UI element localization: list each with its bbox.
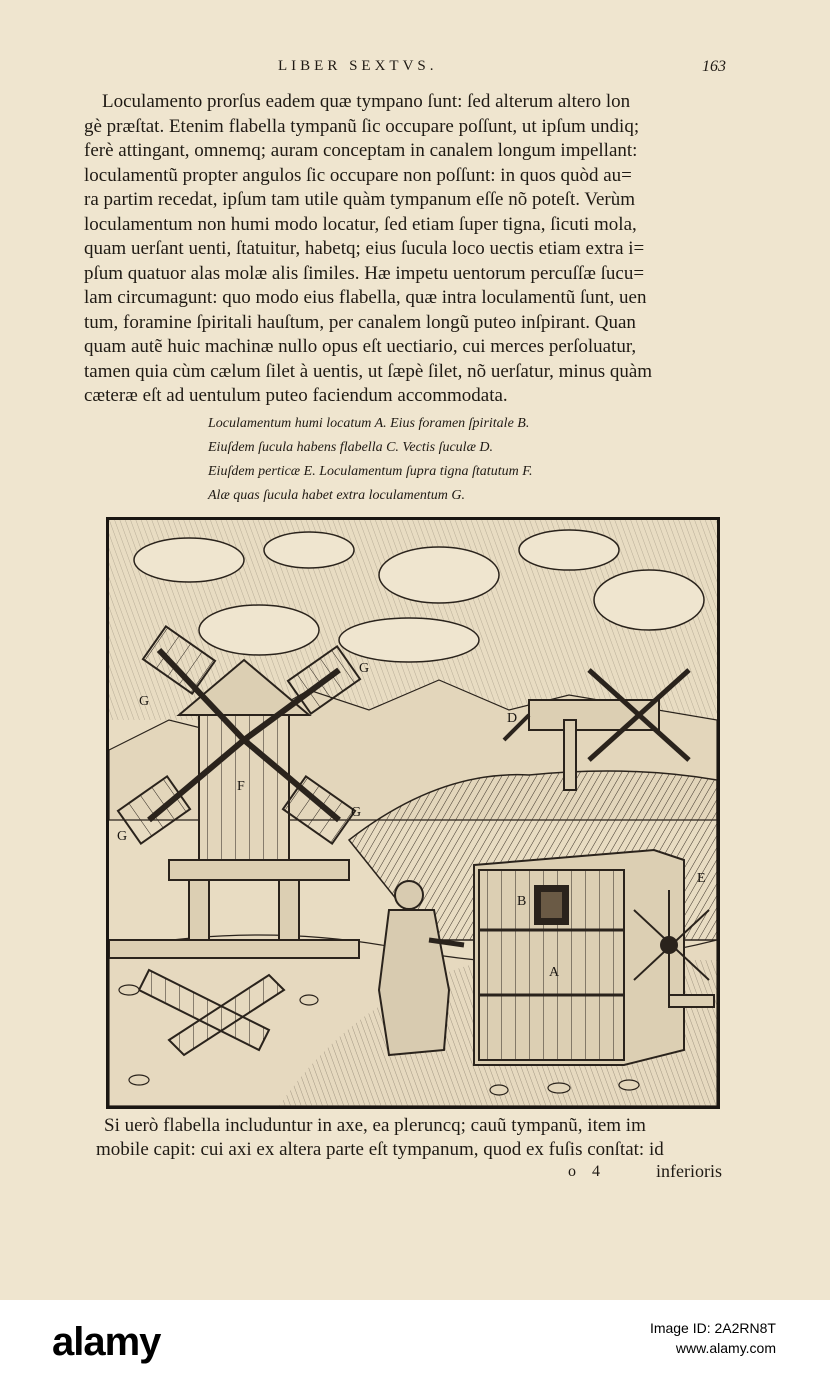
bench — [669, 995, 714, 1007]
text-line: cæteræ eſt ad uentulum puteo faciendum accommodata. — [84, 385, 508, 406]
figure-label-g2: G — [359, 661, 370, 676]
legend-line: Eiuſdem perticæ E. Loculamentum ſupra tigna ſtatutum F. — [208, 464, 533, 479]
figure-label-g3: G — [117, 829, 128, 844]
text-line: mobile capit: cui axi ex altera parte eſt tympanum, quod ex fuſis conſtat: id — [96, 1139, 664, 1160]
figure-label-g1: G — [139, 694, 150, 709]
text-line: pſum quatuor alas molæ alis ſimiles. Hæ impetu uentorum percuſſæ ſucu= — [84, 262, 645, 284]
figure-label-f: F — [237, 779, 245, 794]
woodcut-illustration — [106, 517, 720, 1109]
page-number: 163 — [702, 58, 726, 75]
figure-label-d: D — [507, 711, 518, 726]
signature-mark: o 4 — [568, 1163, 606, 1180]
figure-label-e: E — [697, 871, 706, 886]
figure-label-a: A — [549, 965, 560, 980]
text-line: loculamentum non humi modo locatur, ſed etiam ſuper tigna, ſicuti mola, — [84, 213, 637, 235]
continuation-paragraph — [96, 1114, 746, 1162]
figure-label-b: B — [517, 894, 527, 909]
text-line: tum, foramine ſpiritali hauſtum, per canalem longũ puteo inſpirant. Quan — [84, 311, 636, 333]
text-line: Si uerò flabella includuntur in axe, ea pleruncq; cauũ tympanũ, item im — [104, 1115, 646, 1136]
running-head — [0, 58, 830, 88]
woodcut-drawing — [109, 520, 717, 1106]
figure-label-g4: G — [351, 805, 362, 820]
text-line: ra partim recedat, ipſum tam utile quàm tympanum eſſe nõ poteſt. Verùm — [84, 189, 636, 210]
text-line: loculamentũ propter angulos ſic occupare non poſſunt: in quos quòd au= — [84, 164, 632, 186]
stock-banner — [0, 1300, 830, 1390]
alamy-logo: alamy — [52, 1320, 161, 1364]
running-title: LIBER SEXTVS. — [278, 58, 438, 74]
loculamentum-box-a — [474, 850, 684, 1065]
text-line: lam circumagunt: quo modo eius flabella, quæ intra loculamentũ ſunt, uen — [84, 287, 647, 308]
image-id: Image ID: 2A2RN8T — [649, 1320, 776, 1336]
image-id-block — [650, 1318, 776, 1358]
text-line: quam uerſant uenti, ſtatuitur, habetq; eius ſucula loco uectis etiam extra i= — [84, 238, 645, 259]
text-line: tamen quia cùm cælum ſilet à uentis, ut ſæpè ſilet, nõ uerſatur, minus quàm — [84, 360, 653, 382]
legend-line: Loculamentum humi locatum A. Eius foramen ſpiritale B. — [208, 416, 530, 431]
catchword: inferioris — [656, 1161, 722, 1181]
body-paragraph — [84, 90, 742, 409]
text-line: Loculamento prorſus eadem quæ tympano ſunt: ſed alterum altero lon — [102, 91, 631, 112]
text-line: quam autẽ huic machinæ nullo opus eſt uectiario, cui merces perſoluatur, — [84, 336, 637, 357]
text-line: ferè attingant, omnemq; auram conceptam in canalem longum impellant: — [84, 140, 638, 161]
legend-line: Eiuſdem ſucula habens flabella C. Vectis ſuculæ D. — [208, 440, 494, 455]
legend-line: Alæ quas ſucula habet extra loculamentum G. — [208, 488, 466, 503]
text-line: gè præſtat. Etenim flabella tympanũ ſic occupare poſſunt, ut ipſum undiq; — [84, 115, 640, 137]
site-url: www.alamy.com — [675, 1340, 776, 1356]
figure-legend — [208, 412, 628, 508]
